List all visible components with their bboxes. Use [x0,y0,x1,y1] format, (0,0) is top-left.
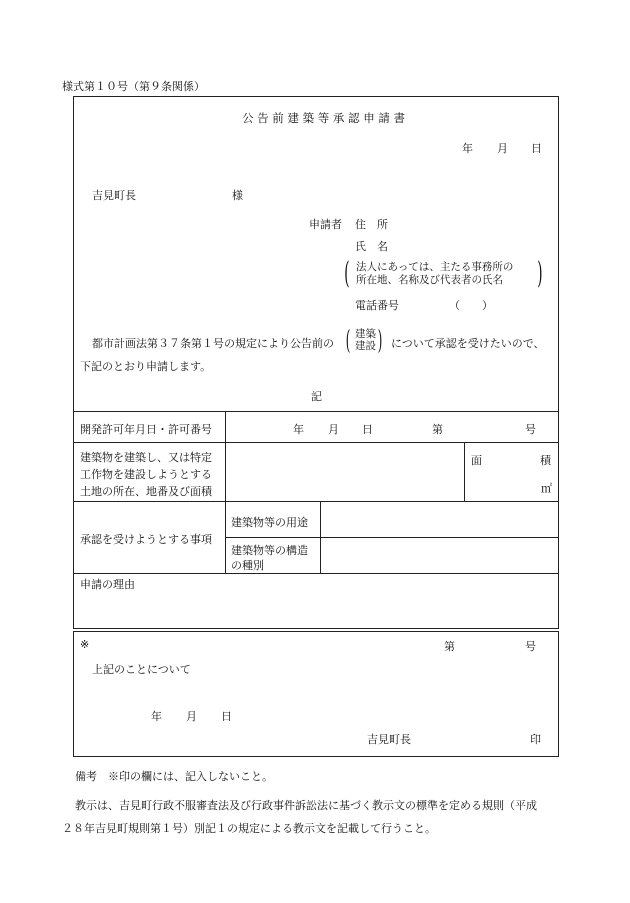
area-label-1: 面 [471,454,482,467]
permit-month: 月 [328,423,339,436]
corp-note-open-paren: ( [344,256,350,291]
permit-day: 日 [362,423,373,436]
date-month: 月 [497,142,508,155]
office-seal: 印 [530,733,541,746]
choice-bottom: 建設 [355,340,376,352]
land-label-line3: 土地の所在、地番及び面積 [80,485,212,498]
ki-mark: 記 [311,390,322,403]
remark-note: 備考 ※印の欄には、記入しないこと。 [75,770,273,783]
phone-label: 電話番号 [355,299,399,312]
instruction-line1: 教示は、吉見町行政不服審査法及び行政事件訴訟法に基づく教示文の標準を定める規則（平成 [75,799,537,812]
addressee-name: 吉見町長 [92,189,136,202]
document-title: 公 告 前 建 築 等 承 認 申 請 書 [242,111,406,125]
choice-top: 建築 [355,328,376,340]
choice-close-paren: ) [377,326,383,356]
body-line2: 下記のとおり申請します。 [80,360,212,373]
corp-note-close-paren: ) [537,256,543,291]
reason-label: 申請の理由 [80,578,135,591]
body-line1-pre: 都市計画法第３７条第１号の規定により公告前の [92,337,334,350]
form-id: 様式第１０号（第９条関係） [62,80,205,93]
land-label-line1: 建築物を建築し、又は特定 [80,451,212,464]
details-table [73,411,559,629]
office-use-frame [73,631,559,757]
choice-open-paren: ( [345,326,351,356]
permit-go: 号 [525,423,536,436]
office-go: 号 [525,640,536,653]
area-label-2: 積 [540,454,551,467]
name-label: 氏 名 [355,240,388,253]
corp-note-line2: 所在地、名称及び代表者の氏名 [356,274,503,286]
approval-matter-label: 承認を受けようとする事項 [80,533,212,546]
office-mark: ※ [80,638,90,651]
office-day: 日 [221,710,232,723]
applicant-label: 申請者 [309,218,342,231]
structure-label-line2: の種別 [231,559,264,572]
body-line1-post: について承認を受けたいので、 [391,337,545,350]
corp-note-line1: 法人にあっては、主たる事務所の [356,261,514,273]
address-label: 住 所 [355,218,388,231]
office-year: 年 [151,710,162,723]
permit-dai: 第 [432,423,443,436]
date-day: 日 [531,142,542,155]
office-subject: 上記のことについて [92,663,191,676]
date-year: 年 [462,142,473,155]
permit-date-label: 開発許可年月日・許可番号 [80,423,212,436]
land-label-line2: 工作物を建設しようとする [80,468,212,481]
phone-paren: （ ） [449,299,493,312]
use-label: 建築物等の用途 [231,516,308,529]
addressee-honorific: 様 [232,189,243,202]
structure-label-line1: 建築物等の構造 [231,544,308,557]
office-mayor: 吉見町長 [367,733,411,746]
area-unit: ㎡ [541,482,552,495]
permit-year: 年 [293,423,304,436]
instruction-line2: ２８年吉見町規則第１号）別記１の規定による教示文を記載して行うこと。 [62,822,436,835]
office-month: 月 [186,710,197,723]
office-dai: 第 [444,640,455,653]
